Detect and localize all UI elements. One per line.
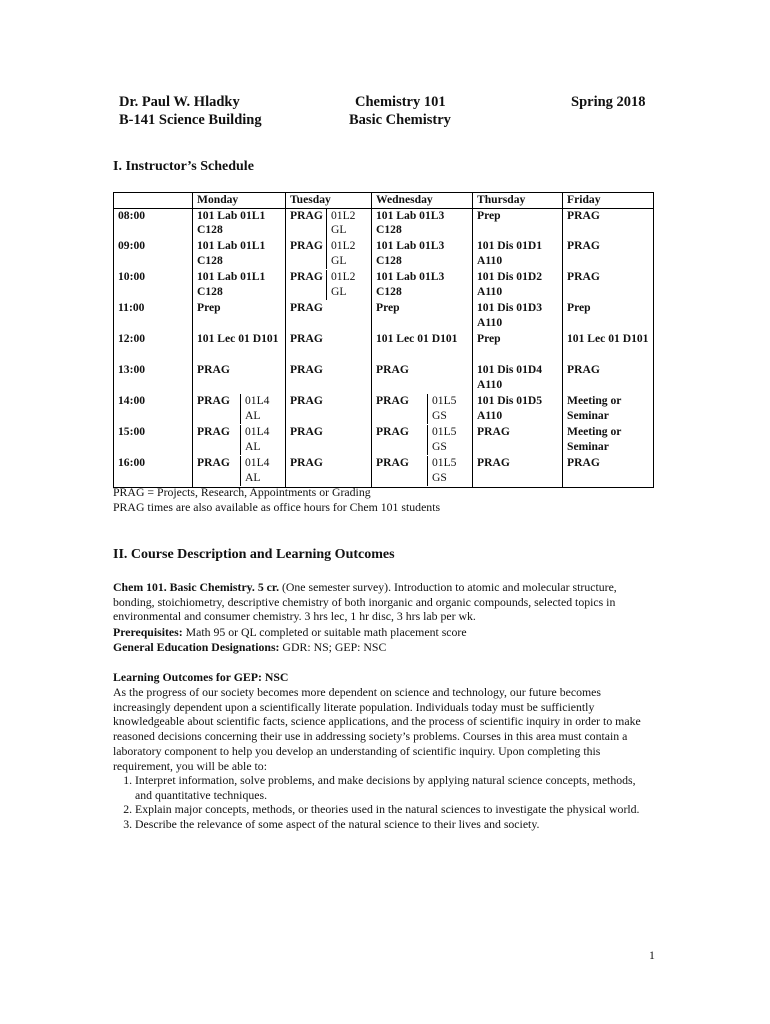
page-number: 1 <box>649 948 655 962</box>
schedule-cell-sub: 01L2 GL <box>326 239 371 269</box>
schedule-section-title: I. Instructor’s Schedule <box>113 159 254 174</box>
schedule-time: 11:00 <box>114 301 193 332</box>
description-section-title: II. Course Description and Learning Outcomes <box>113 547 395 562</box>
schedule-cell-thu: PRAG <box>473 425 563 456</box>
schedule-cell-mon: PRAG <box>193 363 286 394</box>
course-number: Chemistry 101 <box>355 94 446 110</box>
schedule-cell-mon: Prep <box>193 301 286 332</box>
course-description-text: (One semester survey). Introduction to atomic and molecular structure, bonding, stoichiometry, descriptive chemistry of both inorganic and organic compounds, selected topics in environmental and consumer chemistry. 3 hrs lec, 1 hr disc, 3 hrs lab per wk. <box>113 580 617 624</box>
schedule-time: 09:00 <box>114 239 193 270</box>
schedule-cell-thu: 101 Dis 01D4 A110 <box>473 363 563 394</box>
schedule-cell-main: PRAG <box>290 208 323 222</box>
schedule-cell-main: PRAG <box>197 425 230 439</box>
prerequisites-text: Math 95 or QL completed or suitable math placement score <box>182 625 467 639</box>
schedule-cell-tue: PRAG <box>286 363 372 394</box>
outcome-item: 1. Interpret information, solve problems, and make decisions by applying natural science concepts, methods, and quantitative techniques. <box>135 773 653 802</box>
course-description <box>113 580 659 624</box>
header-day: Wednesday <box>372 193 473 209</box>
schedule-cell-fri: PRAG <box>563 363 654 394</box>
schedule-cell-tue <box>286 208 372 239</box>
schedule-cell-main: PRAG <box>197 394 230 408</box>
prerequisites-label: Prerequisites: <box>113 625 183 639</box>
schedule-cell-fri: 101 Lec 01 D101 <box>563 332 654 363</box>
schedule-cell-wed: 101 Lab 01L3 C128 <box>372 270 473 301</box>
schedule-row <box>114 363 654 394</box>
schedule-cell-main: PRAG <box>197 456 230 470</box>
header-day: Thursday <box>473 193 563 209</box>
schedule-cell-wed: 101 Lab 01L3 C128 <box>372 208 473 239</box>
schedule-cell-thu: 101 Dis 01D1 A110 <box>473 239 563 270</box>
outcome-item: 3. Describe the relevance of some aspect of the natural science to their lives and society. <box>135 817 653 832</box>
schedule-row <box>114 394 654 425</box>
schedule-time: 13:00 <box>114 363 193 394</box>
schedule-header-row <box>114 193 654 209</box>
schedule-row <box>114 456 654 487</box>
schedule-row <box>114 332 654 363</box>
schedule-cell-tue: PRAG <box>286 456 372 487</box>
schedule-note-prag: PRAG = Projects, Research, Appointments or Grading <box>113 485 371 499</box>
schedule-time: 16:00 <box>114 456 193 487</box>
schedule-time: 12:00 <box>114 332 193 363</box>
schedule-cell-main: PRAG <box>376 394 409 408</box>
schedule-cell-sub: 01L4 AL <box>240 425 285 455</box>
schedule-note-office-hours: PRAG times are also available as office hours for Chem 101 students <box>113 500 441 514</box>
schedule-cell-main: PRAG <box>290 239 323 253</box>
schedule-cell-wed: 101 Lec 01 D101 <box>372 332 473 363</box>
schedule-cell-main: PRAG <box>290 270 323 284</box>
schedule-cell-tue <box>286 270 372 301</box>
schedule-cell-tue <box>286 239 372 270</box>
schedule-cell-sub: 01L5 GS <box>427 456 472 486</box>
schedule-cell-sub: 01L2 GL <box>326 270 371 300</box>
schedule-cell-thu: Prep <box>473 332 563 363</box>
schedule-cell-thu: 101 Dis 01D5 A110 <box>473 394 563 425</box>
outcomes-intro: As the progress of our society becomes more dependent on science and technology, our future becomes increasingly dependent upon a scientifically literate population. Individuals today must be sufficiently knowledgeable about scientific facts, science applications, and the process of scientific inquiry in order to make reasoned decisions concerning their use in addressing society’s problems. Courses in this area must contain a laboratory component to help you develop an understanding of scientific inquiry. Upon completing this requirement, you will be able to: <box>113 685 641 773</box>
schedule-cell-tue: PRAG <box>286 301 372 332</box>
schedule-cell-mon <box>193 456 286 487</box>
schedule-row <box>114 301 654 332</box>
schedule-cell-thu: 101 Dis 01D3 A110 <box>473 301 563 332</box>
schedule-cell-tue: PRAG <box>286 332 372 363</box>
course-title: Basic Chemistry <box>349 112 451 128</box>
schedule-cell-fri: PRAG <box>563 456 654 487</box>
header-day: Monday <box>193 193 286 209</box>
schedule-cell-wed: 101 Lab 01L3 C128 <box>372 239 473 270</box>
schedule-cell-mon: 101 Lec 01 D101 <box>193 332 286 363</box>
schedule-cell-thu: Prep <box>473 208 563 239</box>
schedule-table <box>113 192 654 488</box>
header-time-cell <box>114 193 193 209</box>
schedule-cell-mon <box>193 425 286 456</box>
gen-ed-designations <box>113 640 386 655</box>
header-day: Friday <box>563 193 654 209</box>
prerequisites <box>113 625 467 640</box>
instructor-name: Dr. Paul W. Hladky <box>119 94 240 110</box>
schedule-cell-fri: PRAG <box>563 270 654 301</box>
schedule-cell-wed <box>372 425 473 456</box>
schedule-cell-tue: PRAG <box>286 394 372 425</box>
schedule-cell-main: PRAG <box>376 425 409 439</box>
schedule-time: 15:00 <box>114 425 193 456</box>
course-description-head: Chem 101. Basic Chemistry. 5 cr. <box>113 580 280 594</box>
schedule-cell-mon <box>193 394 286 425</box>
outcomes-title: Learning Outcomes for GEP: NSC <box>113 670 289 684</box>
schedule-cell-sub: 01L5 GS <box>427 394 472 424</box>
schedule-row <box>114 270 654 301</box>
outcome-item: 2. Explain major concepts, methods, or theories used in the natural sciences to investigate the physical world. <box>135 802 653 817</box>
schedule-cell-wed <box>372 394 473 425</box>
schedule-row <box>114 239 654 270</box>
schedule-cell-sub: 01L2 GL <box>326 209 371 239</box>
schedule-time: 10:00 <box>114 270 193 301</box>
outcomes-list-wrap <box>113 773 653 832</box>
schedule-cell-sub: 01L4 AL <box>240 394 285 424</box>
schedule-cell-thu: PRAG <box>473 456 563 487</box>
schedule-cell-mon: 101 Lab 01L1 C128 <box>193 239 286 270</box>
schedule-cell-thu: 101 Dis 01D2 A110 <box>473 270 563 301</box>
schedule-row <box>114 208 654 239</box>
schedule-cell-fri: Meeting or Seminar <box>563 425 654 456</box>
term: Spring 2018 <box>571 94 646 110</box>
schedule-cell-fri: Prep <box>563 301 654 332</box>
schedule-cell-mon: 101 Lab 01L1 C128 <box>193 270 286 301</box>
gen-ed-label: General Education Designations: <box>113 640 280 654</box>
instructor-office: B-141 Science Building <box>119 112 262 128</box>
schedule-cell-fri: PRAG <box>563 208 654 239</box>
outcomes-list <box>113 773 653 832</box>
schedule-cell-fri: Meeting or Seminar <box>563 394 654 425</box>
header-day: Tuesday <box>286 193 372 209</box>
gen-ed-text: GDR: NS; GEP: NSC <box>279 640 387 654</box>
schedule-cell-mon: 101 Lab 01L1 C128 <box>193 208 286 239</box>
schedule-cell-wed: Prep <box>372 301 473 332</box>
schedule-time: 14:00 <box>114 394 193 425</box>
schedule-cell-fri: PRAG <box>563 239 654 270</box>
schedule-cell-sub: 01L4 AL <box>240 456 285 486</box>
schedule-cell-sub: 01L5 GS <box>427 425 472 455</box>
schedule-time: 08:00 <box>114 208 193 239</box>
schedule-cell-wed: PRAG <box>372 363 473 394</box>
schedule-cell-main: PRAG <box>376 456 409 470</box>
schedule-cell-wed <box>372 456 473 487</box>
schedule-row <box>114 425 654 456</box>
schedule-cell-tue: PRAG <box>286 425 372 456</box>
